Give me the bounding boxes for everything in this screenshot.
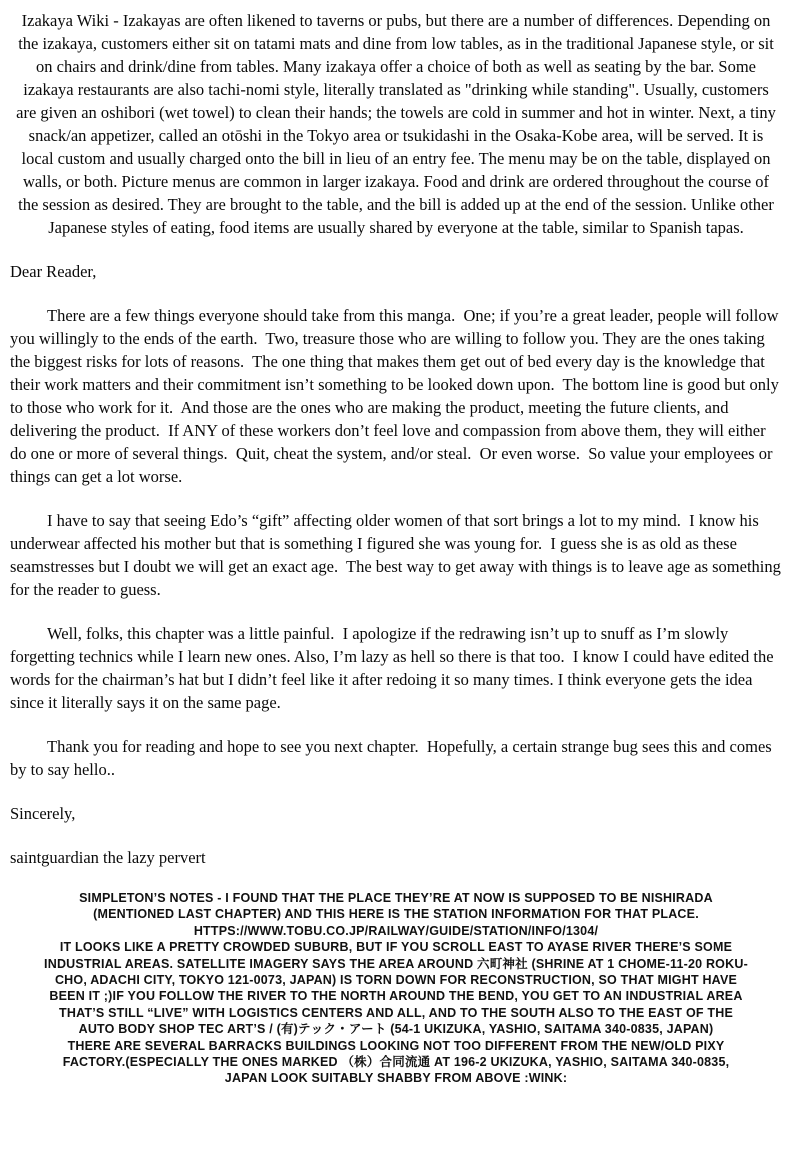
notes-line: THAT’S STILL “LIVE” WITH LOGISTICS CENTERS AND ALL, AND TO THE SOUTH ALSO TO THE EAST OF THE [59,1005,733,1020]
closing: Sincerely, [10,804,76,823]
station-info-url: HTTPS://WWW.TOBU.CO.JP/RAILWAY/GUIDE/STATION/INFO/1304/ [193,923,599,938]
letter-paragraph-leadership: There are a few things everyone should take from this manga. One; if you’re a great leader, people will follow you willingly to the ends of the earth. Two, treasure those who are willing to follow you. They are the ones taking the biggest risks for lots of reasons. The one thing that makes them get out of bed every day is the knowledge that their work matters and their commitment isn’t something to be looked down upon. The bottom line is good but only to those who work for it. And those are the ones who are making the product, meeting the future clients, and delivering the product. If ANY of these workers don’t feel love and compassion from above them, they will either do one or more of several things. Quit, cheat the system, and/or steal. Or even worse. So value your employees or things can get a lot worse. [10,306,783,486]
izakaya-wiki-paragraph: Izakaya Wiki - Izakayas are often likened to taverns or pubs, but there are a number of differences. Depending on the izakaya, customers either sit on tatami mats and dine from low tables, as in the traditional Japanese style, or sit on chairs and drink/dine from tables. Many izakaya offer a choice of both as well as seating by the bar. Some izakaya restaurants are also tachi-nomi style, literally translated as "drinking while standing". Usually, customers are given an oshibori (wet towel) to clean their hands; the towels are cold in summer and hot in winter. Next, a tiny snack/an appetizer, called an otōshi in the Tokyo area or tsukidashi in the Osaka-Kobe area, will be served. It is local custom and usually charged onto the bill in lieu of an entry fee. The menu may be on the table, displayed on walls, or both. Picture menus are common in larger izakaya. Food and drink are ordered throughout the course of the session as desired. They are brought to the table, and the bill is added up at the end of the session. Unlike other Japanese styles of eating, food items are usually shared by everyone at the table, similar to Spanish tapas. [16,11,780,237]
notes-line: IT LOOKS LIKE A PRETTY CROWDED SUBURB, BUT IF YOU SCROLL EAST TO AYASE RIVER THERE’S SOME [59,940,733,955]
letter-paragraph-thanks: Thank you for reading and hope to see you next chapter. Hopefully, a certain strange bug sees this and comes by to say hello.. [10,737,776,779]
greeting: Dear Reader, [10,262,97,281]
notes-line: FACTORY.(ESPECIALLY THE ONES MARKED （株）合同流通 AT 196-2 UKIZUKA, YASHIO, SAITAMA 340-0835, [62,1055,730,1070]
notes-line: (MENTIONED LAST CHAPTER) AND THIS HERE IS THE STATION INFORMATION FOR THAT PLACE. [93,907,699,922]
notes-line: INDUSTRIAL AREAS. SATELLITE IMAGERY SAYS THE AREA AROUND 六町神社 (SHRINE AT 1 CHOME-11-20 ROKU- [44,956,748,971]
letter-paragraph-chapter-apology: Well, folks, this chapter was a little painful. I apologize if the redrawing isn’t up to snuff as I’m slowly forgetting technics while I learn new ones. Also, I’m lazy as hell so there is that too. I know I could have edited the words for the chairman’s hat but I didn’t feel like it after redoing it so many times. I think everyone gets the idea since it literally says it on the same page. [10,624,778,712]
signature: saintguardian the lazy pervert [10,848,206,867]
notes-line: CHO, ADACHI CITY, TOKYO 121-0073, JAPAN) IS TORN DOWN FOR RECONSTRUCTION, SO THAT MIGHT HAVE [54,973,738,988]
notes-line-title: SIMPLETON’S NOTES - I FOUND THAT THE PLACE THEY’RE AT NOW IS SUPPOSED TO BE NISHIRADA [79,891,713,905]
notes-line: THERE ARE SEVERAL BARRACKS BUILDINGS LOOKING NOT TOO DIFFERENT FROM THE NEW/OLD PIXY [67,1038,725,1053]
notes-line: AUTO BODY SHOP TEC ART’S / (有)テック・アート (54-1 UKIZUKA, YASHIO, SAITAMA 340-0835, JAPAN) [78,1022,714,1037]
simpletons-notes-block [10,890,782,1087]
letter-paragraph-edo-gift: I have to say that seeing Edo’s “gift” affecting older women of that sort brings a lot to my mind. I know his underwear affected his mother but that is something I figured she was young for. I guess she is as old as these seamstresses but I doubt we will get an exact age. The best way to get away with things is to leave age as something for the reader to guess. [10,511,786,599]
notes-line: BEEN IT ;)IF YOU FOLLOW THE RIVER TO THE NORTH AROUND THE BEND, YOU GET TO AN INDUSTRIAL AREA [49,989,743,1004]
notes-line: JAPAN LOOK SUITABLY SHABBY FROM ABOVE :WINK: [224,1071,568,1086]
